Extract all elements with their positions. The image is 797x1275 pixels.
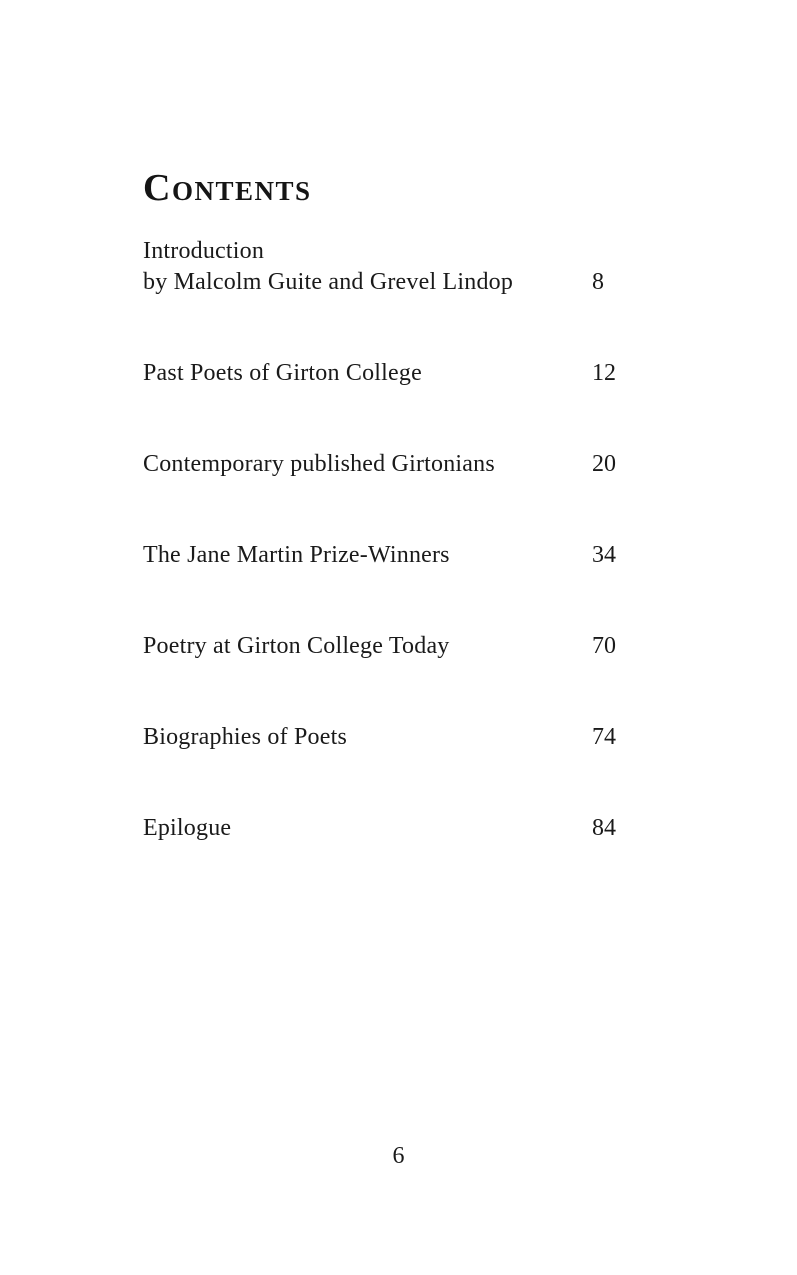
toc-row-past-poets [143, 358, 653, 389]
toc-entry-line: by Malcolm Guite and Grevel Lindop [143, 269, 514, 295]
toc-entry-line: Introduction [143, 238, 265, 264]
toc-row-poetry-today [143, 631, 653, 662]
toc-row-jane-martin-prize [143, 540, 653, 571]
toc-row-contemporary-girtonians [143, 449, 653, 480]
toc-page-number: 12 [592, 360, 616, 386]
toc-page-number: 70 [592, 633, 616, 659]
toc-page-number: 8 [592, 269, 604, 295]
page-title: Contents [143, 167, 312, 210]
toc-page-number: 20 [592, 451, 616, 477]
toc-page-number: 74 [592, 724, 616, 750]
toc-entry-label: Contemporary published Girtonians [143, 451, 495, 477]
toc-entry-label: Biographies of Poets [143, 724, 347, 750]
toc-row-biographies [143, 722, 653, 753]
toc-row-epilogue [143, 813, 653, 844]
toc-page-number: 84 [592, 815, 616, 841]
toc-entry-label: Poetry at Girton College Today [143, 633, 450, 659]
toc-entry-label: Epilogue [143, 815, 232, 841]
toc-entry-label: The Jane Martin Prize-Winners [143, 542, 450, 568]
toc-entry-label [143, 236, 592, 298]
toc-row-introduction [143, 236, 653, 298]
folio-page-number: 6 [392, 1143, 405, 1169]
toc-page-number: 34 [592, 542, 616, 568]
toc-entry-label: Past Poets of Girton College [143, 360, 422, 386]
